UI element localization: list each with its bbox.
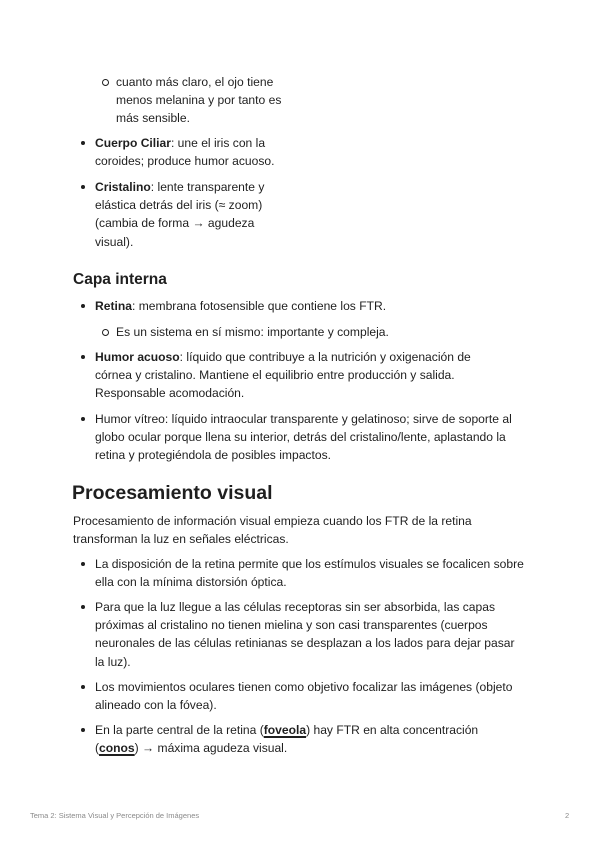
term-retina: Retina [95,299,132,313]
footer-title: Tema 2: Sistema Visual y Percepción de Imágenes [30,811,200,820]
list-sub-item-text: cuanto más claro, el ojo tiene menos melanina y por tanto es más sensible. [116,75,282,126]
section-heading-capa-interna: Capa interna [73,271,167,288]
list-item-humor-acuoso [95,348,500,403]
item-text-paren: ( [95,741,100,756]
desc-cuerpo-ciliar: : une el iris con la coroides; produce humor acuoso. [95,136,275,169]
list-item-cristalino [95,178,290,251]
list-item-foveola [95,721,515,757]
term-humor-acuoso: Humor acuoso [95,350,180,364]
list-item-humor-vitreo [95,410,535,465]
footer-page-number: 2 [565,811,570,820]
term-cristalino: Cristalino [95,180,151,194]
item-text-part1: En la parte central de la retina ( [95,723,264,737]
item-text-part3: ) → máxima agudeza visual. [134,741,288,756]
desc-humor-acuoso: : líquido que contribuye a la nutrición y oxigenación de córnea y cristalino. Mantiene el equilibrio entre producción y salida. Responsable acomodación. [95,350,471,401]
list-item-luz-receptoras [95,598,525,671]
desc-humor-vitreo: Humor vítreo: líquido intraocular transparente y gelatinoso; sirve de soporte al globo ocular porque llena su interior, detrás del cristalino/lente, aplastando la retina y protegiéndola de posibles impactos. [95,412,512,463]
list-sub-item-retina [116,323,536,341]
section-heading-procesamiento: Procesamiento visual [72,482,273,504]
item-text: Los movimientos oculares tienen como objetivo focalizar las imágenes (objeto alineado con la fóvea). [95,680,513,713]
list-item-cuerpo-ciliar [95,134,305,170]
list-item-retina [95,297,535,315]
term-foveola: foveola [263,723,307,737]
term-conos: conos [99,741,135,756]
intro-text: Procesamiento de información visual empieza cuando los FTR de la retina transforman la luz en señales eléctricas. [73,514,472,547]
term-cuerpo-ciliar: Cuerpo Ciliar [95,136,171,150]
item-text: La disposición de la retina permite que los estímulos visuales se focalicen sobre ella con la mínima distorsión óptica. [95,557,524,590]
list-sub-item-claro [116,73,301,128]
list-item-disposicion [95,555,525,591]
item-text-part2: ) hay FTR en alta concentración [306,723,479,737]
desc-retina: : membrana fotosensible que contiene los FTR. [131,299,387,313]
desc-cristalino: : lente transparente y elástica detrás del iris (≈ zoom) (cambia de forma → agudeza visual). [95,180,265,249]
list-sub-item-text: Es un sistema en sí mismo: importante y compleja. [116,325,389,339]
item-text: Para que la luz llegue a las células receptoras sin ser absorbida, las capas próximas al cristalino no tienen mielina y son casi transparentes (cuerpos neuronales de las células retinianas se desplazan a los lados para dejar pasar la luz). [95,600,515,669]
list-item-movimientos [95,678,525,714]
paragraph-procesamiento-intro [73,512,503,548]
